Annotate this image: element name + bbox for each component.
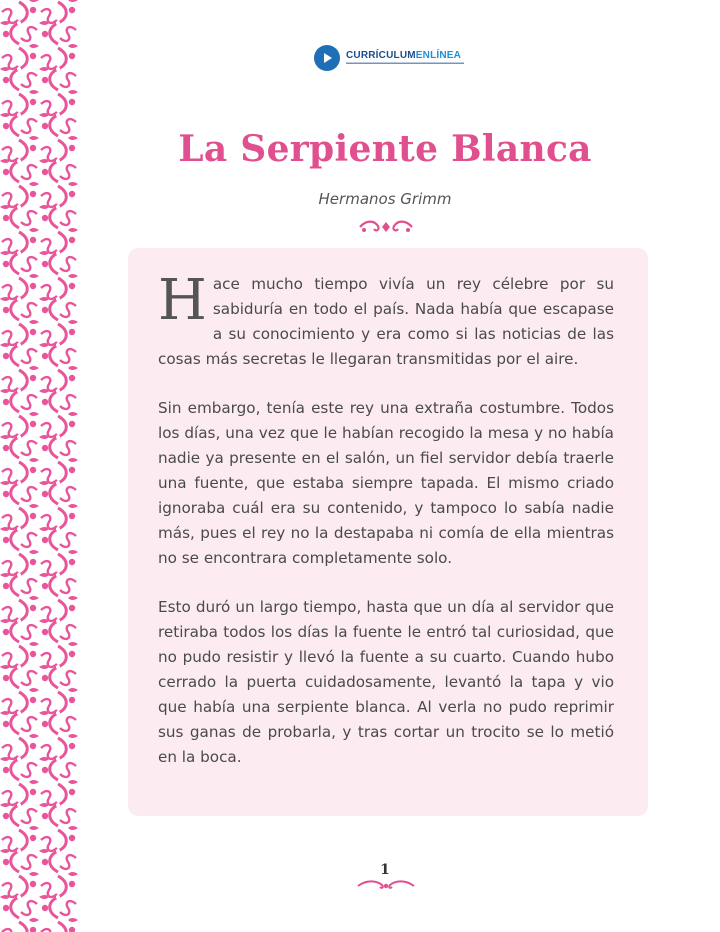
page-number: 1 — [380, 862, 390, 878]
drop-cap: H — [158, 268, 207, 333]
flourish-ornament-icon — [356, 218, 416, 236]
play-arrow-icon — [314, 45, 340, 71]
floral-pattern-icon — [0, 0, 78, 932]
curriculum-en-linea-logo — [314, 44, 464, 72]
paragraph-3: Esto duró un largo tiempo, hasta que un día al servidor que retiraba todos los días la fuente le entró tal curiosidad, que no pudo resistir y llevó la fuente a su cuarto. Cuando hubo cerrado la puerta cuidadosamente, levantó la tapa y vio que había una serpiente blanca. Al verla no pudo reprimir sus ganas de probarla, y tras cortar un trocito se lo metió en la boca. — [158, 598, 614, 766]
paragraph-2: Sin embargo, tenía este rey una extraña costumbre. Todos los días, una vez que le habían recogido la mesa y no había nadie ya presente en el salón, un fiel servidor debía traerle una fuente, que estaba siempre tapada. El mismo criado ignoraba cuál era su contenido, y tampoco lo sabía nadie más, pues el rey no la destapaba ni comía de ella mientras no se encontrara completamente solo. — [158, 399, 614, 567]
footer-flourish-icon — [356, 878, 416, 892]
logo-text — [346, 50, 464, 61]
logo-text-main: CURRÍCULUM — [346, 50, 416, 61]
paragraph-1 — [158, 268, 614, 372]
document-title: La Serpiente Blanca — [178, 128, 592, 170]
author-name: Hermanos Grimm — [318, 190, 452, 208]
logo-tagline — [346, 61, 464, 66]
floral-border — [0, 0, 78, 932]
logo-text-accent: ENLÍNEA — [415, 50, 462, 61]
paragraph-1-text: ace mucho tiempo vivía un rey célebre por su sabiduría en todo el país. Nada había que escapase a su conocimiento y era como si las noticias de las cosas más secretas le llegaran transmitidas por el aire. — [158, 275, 614, 368]
story-text — [158, 268, 614, 794]
logo-wordmark — [346, 50, 464, 66]
